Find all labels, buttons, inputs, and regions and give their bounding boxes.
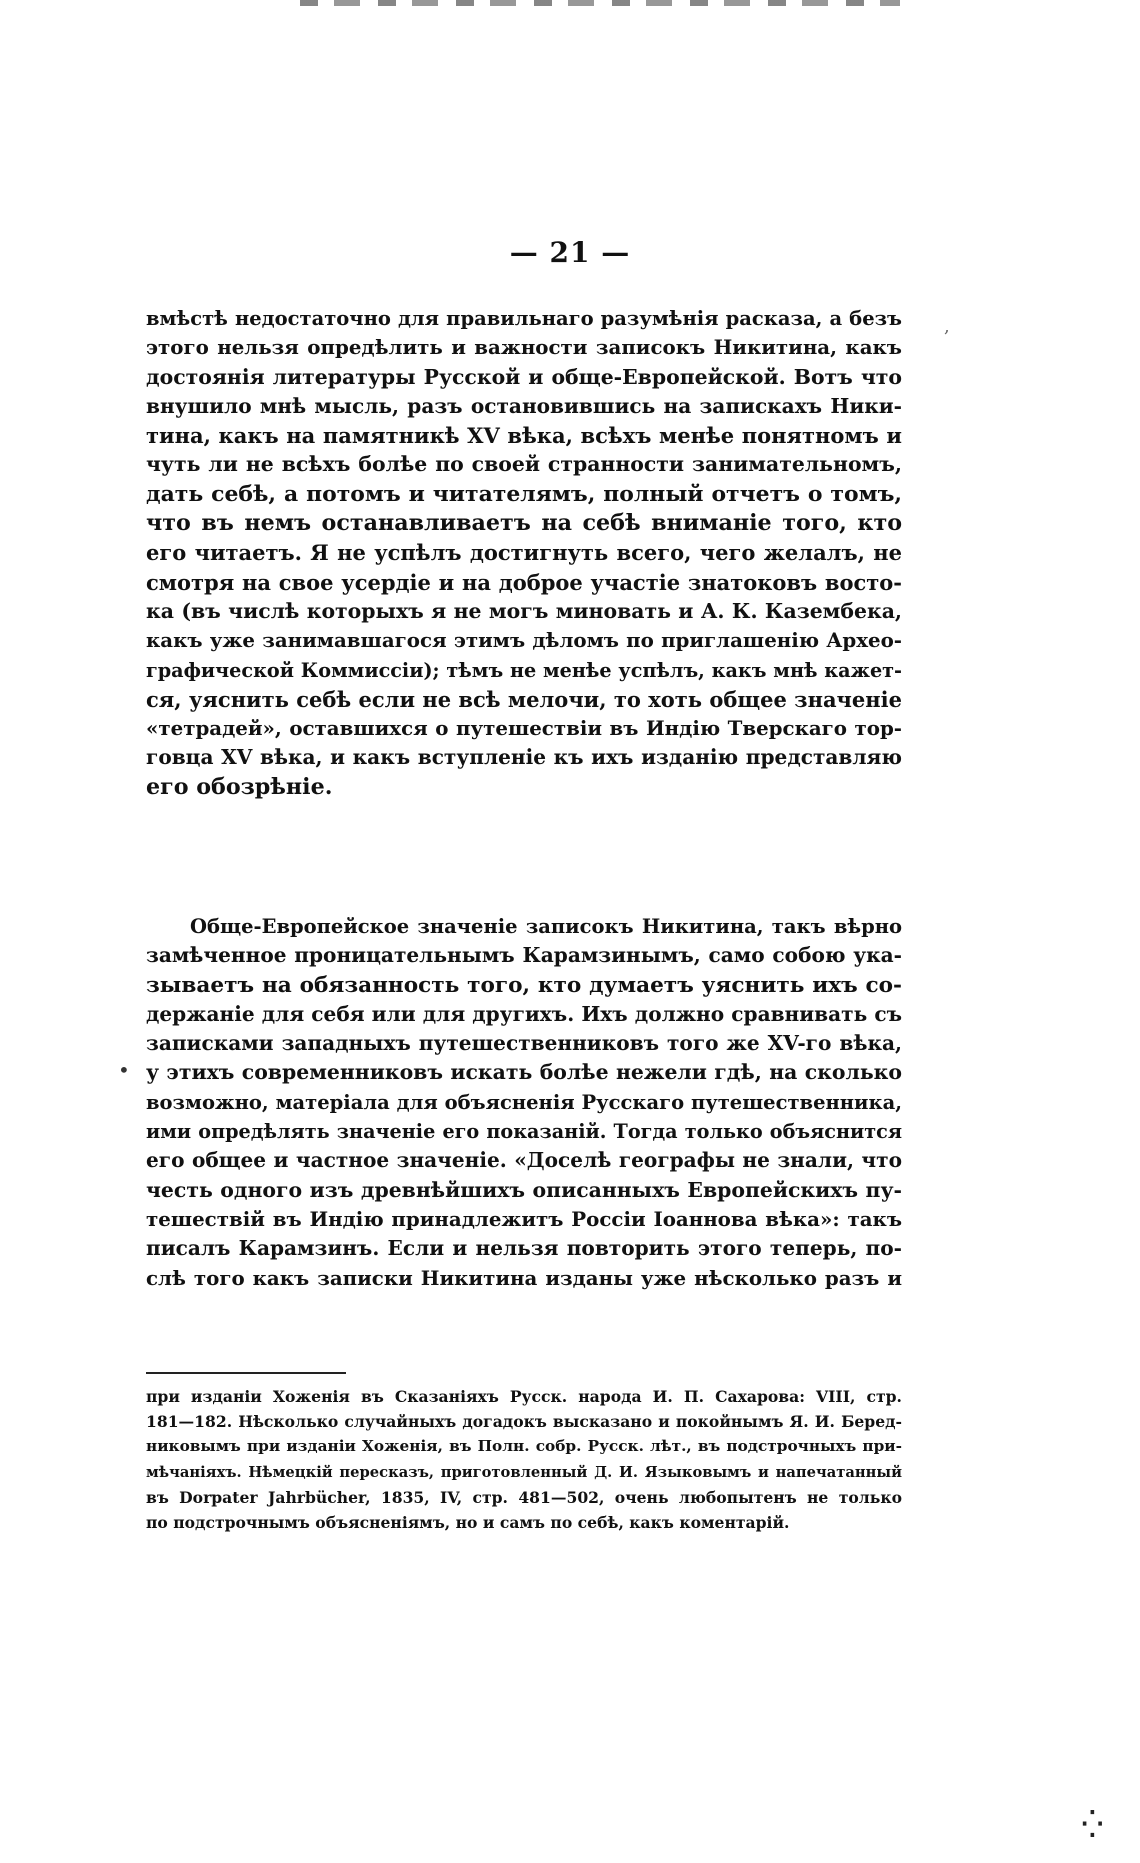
text-line: Обще-Европейское значеніе записокъ Никитина, такъ вѣрно (190, 915, 902, 938)
footnote-line: въ Dorpater Jahrbücher, 1835, IV, стр. 481—502, очень любопытенъ не только (146, 1487, 902, 1507)
scan-edge-artifact (300, 0, 900, 6)
text-line: записками западныхъ путешественниковъ того же XV-го вѣка, (146, 1031, 902, 1056)
text-line: говца XV вѣка, и какъ вступленіе къ ихъ изданію представляю (146, 745, 902, 770)
footnote-line: 181—182. Нѣсколько случайныхъ догадокъ высказано и покойнымъ Я. И. Беред- (146, 1412, 902, 1432)
corner-specks: ⁛ (1082, 1810, 1103, 1840)
text-line: его общее и частное значеніе. «Доселѣ географы не знали, что (146, 1148, 902, 1173)
text-line: держаніе для себя или для другихъ. Ихъ должно сравнивать съ (146, 1001, 902, 1026)
footnote-line: по подстрочнымъ объясненіямъ, но и самъ по себѣ, какъ коментарій. (146, 1513, 790, 1533)
text-line: ими опредѣлять значеніе его показаній. Тогда только объяснится (146, 1120, 902, 1144)
paragraph-2 (146, 912, 902, 1293)
footnote (146, 1384, 902, 1535)
text-line: что въ немъ останавливаетъ на себѣ вниманіе того, кто (146, 510, 902, 537)
text-line: его обозрѣніе. (146, 773, 333, 800)
text-line: тина, какъ на памятникѣ XV вѣка, всѣхъ менѣе понятномъ и (146, 423, 902, 449)
text-line: ка (въ числѣ которыхъ я не могъ миновать и А. К. Казембека, (146, 598, 902, 623)
page-number: — 21 — (509, 236, 631, 269)
text-line: какъ уже занимавшагося этимъ дѣломъ по приглашенію Архео- (146, 628, 902, 653)
text-line: писалъ Карамзинъ. Если и нельзя повторить этого теперь, по- (146, 1236, 902, 1261)
text-line: смотря на свое усердіе и на доброе участіе знатоковъ восто- (146, 569, 902, 595)
text-line: графической Коммиссіи); тѣмъ не менѣе успѣлъ, какъ мнѣ кажет- (146, 658, 902, 682)
margin-mark: , (944, 316, 950, 337)
text-line: достоянія литературы Русской и обще-Европейской. Вотъ что (146, 364, 902, 389)
text-line: вмѣстѣ недостаточно для правильнаго разумѣнія расказа, а безъ (146, 307, 902, 330)
text-line: зываетъ на обязанность того, кто думаетъ уяснить ихъ со- (146, 972, 902, 998)
text-line: слѣ того какъ записки Никитина изданы уже нѣсколько разъ и (146, 1265, 902, 1290)
text-line: «тетрадей», оставшихся о путешествіи въ Индію Тверскаго тор- (146, 716, 902, 741)
text-line: его читаетъ. Я не успѣлъ достигнуть всего, чего желалъ, не (146, 540, 902, 566)
text-line: ся, уяснить себѣ если не всѣ мелочи, то хоть общее значеніе (146, 686, 902, 712)
text-line: возможно, матеріала для объясненія Русскаго путешественника, (146, 1090, 902, 1114)
footnote-line: никовымъ при изданіи Хоженія, въ Полн. собр. Русск. лѣт., въ подстрочныхъ при- (146, 1437, 902, 1456)
margin-dot: • (118, 1058, 130, 1082)
text-line: тешествій въ Индію принадлежитъ Россіи Іоаннова вѣка»: такъ (146, 1206, 902, 1231)
text-line: этого нельзя опредѣлить и важности записокъ Никитина, какъ (146, 335, 902, 360)
text-line: у этихъ современниковъ искать болѣе нежели гдѣ, на сколько (146, 1060, 902, 1085)
text-line: внушило мнѣ мысль, разъ остановившись на запискахъ Ники- (146, 393, 902, 418)
text-line: дать себѣ, а потомъ и читателямъ, полный отчетъ о томъ, (146, 480, 902, 507)
footnote-line: при изданіи Хоженія въ Сказаніяхъ Русск. народа И. П. Сахарова: VIII, стр. (146, 1387, 902, 1406)
text-line: замѣченное проницательнымъ Карамзинымъ, само собою ука- (146, 943, 902, 968)
text-line: честь одного изъ древнѣйшихъ описанныхъ Европейскихъ пу- (146, 1177, 902, 1202)
footnote-line: мѣчаніяхъ. Нѣмецкій пересказъ, приготовленный Д. И. Языковымъ и напечатанный (146, 1463, 902, 1481)
paragraph-1 (146, 304, 902, 802)
footnote-divider (146, 1372, 346, 1374)
text-line: чуть ли не всѣхъ болѣе по своей странности занимательномъ, (146, 452, 902, 477)
